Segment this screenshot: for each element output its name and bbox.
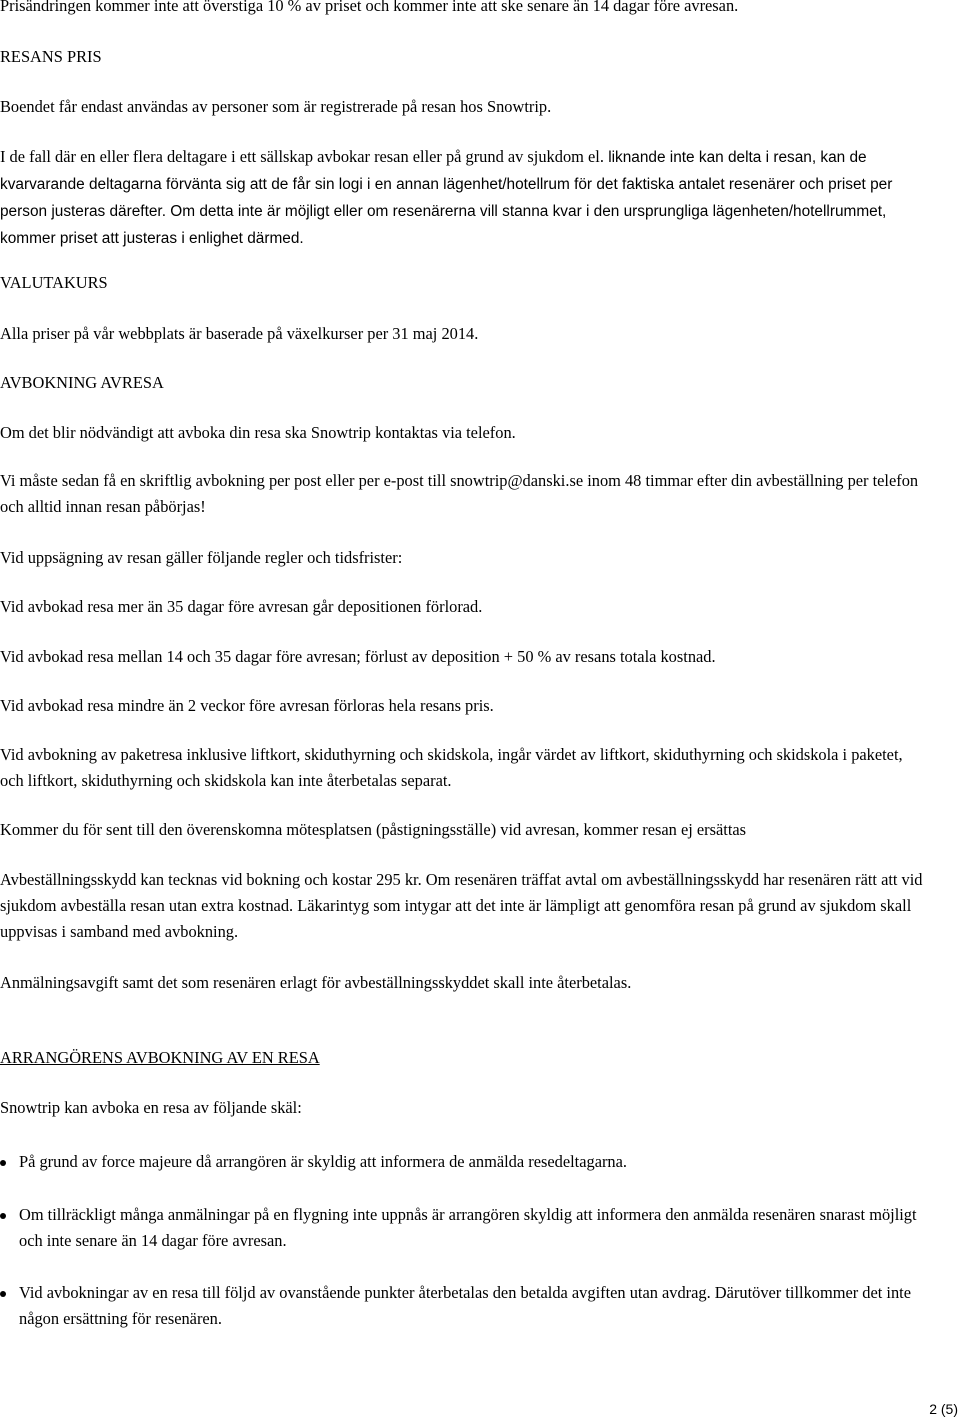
bullet-icon <box>0 1291 6 1297</box>
paragraph-rule-2-weeks: Vid avbokad resa mindre än 2 veckor före avresan förloras hela resans pris. <box>0 696 494 715</box>
paragraph-written-cancellation: Vi måste sedan få en skriftlig avbokning per post eller per e-post till snowtrip@danski.se inom 48 timmar efter din avbeställning per telefon och alltid innan resan påbörjas! <box>0 471 919 516</box>
heading-avbokning-avresa: AVBOKNING AVRESA <box>0 373 164 392</box>
paragraph-rules-intro: Vid uppsägning av resan gäller följande regler och tidsfrister: <box>0 548 403 567</box>
paragraph-registration-fee: Anmälningsavgift samt det som resenären erlagt för avbeställningsskyddet skall inte återbetalas. <box>0 973 632 992</box>
paragraph-cancellation-serif: I de fall där en eller flera deltagare i ett sällskap avbokar resan eller på grund av sjukdom el. <box>0 147 604 166</box>
heading-arrangor-avbokning: ARRANGÖRENS AVBOKNING AV EN RESA <box>0 1048 320 1067</box>
paragraph-rule-14-35-days: Vid avbokad resa mellan 14 och 35 dagar före avresan; förlust av deposition + 50 % av resans totala kostnad. <box>0 647 716 666</box>
bullet-icon <box>0 1160 6 1166</box>
paragraph-cancellation-group <box>0 144 930 252</box>
list-item-text: Vid avbokningar av en resa till följd av ovanstående punkter återbetalas den betalda avgiften utan avdrag. Därutöver tillkommer det inte någon ersättning för resenären. <box>19 1283 911 1328</box>
paragraph-package-trip: Vid avbokning av paketresa inklusive liftkort, skiduthyrning och skidskola, ingår värdet av liftkort, skiduthyrning och skidskola i paketet, och liftkort, skiduthyrning och skidskola kan inte återbetalas separat. <box>0 745 903 790</box>
paragraph-price-change: Prisändringen kommer inte att överstiga 10 % av priset och kommer inte att ske senare än 14 dagar före avresan. <box>0 0 739 15</box>
bullet-icon <box>0 1213 6 1219</box>
paragraph-exchange-rate: Alla priser på vår webbplats är baserade på växelkurser per 31 maj 2014. <box>0 324 479 343</box>
heading-resans-pris: RESANS PRIS <box>0 47 102 66</box>
paragraph-accommodation: Boendet får endast användas av personer som är registrerade på resan hos Snowtrip. <box>0 97 552 116</box>
list-item-text: Om tillräckligt många anmälningar på en flygning inte uppnås är arrangören skyldig att informera den anmälda resenären snarast möjligt och inte senare än 14 dagar före avresan. <box>19 1205 917 1250</box>
page-number: 2 (5) <box>929 1401 958 1417</box>
heading-valutakurs: VALUTAKURS <box>0 273 108 292</box>
list-item-text: På grund av force majeure då arrangören är skyldig att informera de anmälda resedeltagarna. <box>19 1152 627 1171</box>
paragraph-cancellation-insurance: Avbeställningsskydd kan tecknas vid bokning och kostar 295 kr. Om resenären träffat avtal om avbeställningsskydd har resenären rätt att vid sjukdom avbeställa resan utan extra kostnad. Läkarintyg som intygar att det inte är lämpligt att genomföra resan på grund av sjukdom skall uppvisas i samband med avbokning. <box>0 870 923 941</box>
paragraph-late-arrival: Kommer du för sent till den överenskomna mötesplatsen (påstigningsställe) vid avresan, kommer resan ej ersättas <box>0 820 747 839</box>
paragraph-cancellation-sans-a: liknande inte kan delta i resan, kan de kvarvarande deltagarna förvänta sig att de får sin logi i en annan lägenhet/hotellrum för det faktiska antalet resenärer och priset per person justeras därefter. <box>0 149 893 220</box>
paragraph-cancellation-reasons-intro: Snowtrip kan avboka en resa av följande skäl: <box>0 1098 302 1117</box>
paragraph-rule-35-days: Vid avbokad resa mer än 35 dagar före avresan går depositionen förlorad. <box>0 597 483 616</box>
paragraph-contact-phone: Om det blir nödvändigt att avboka din resa ska Snowtrip kontaktas via telefon. <box>0 423 516 442</box>
paragraph-cancellation-sans-b: Om detta inte är möjligt eller om resenärerna vill stanna kvar i den ursprungliga lägenheten/hotellrummet, kommer priset att justeras i enlighet därmed. <box>0 203 887 247</box>
